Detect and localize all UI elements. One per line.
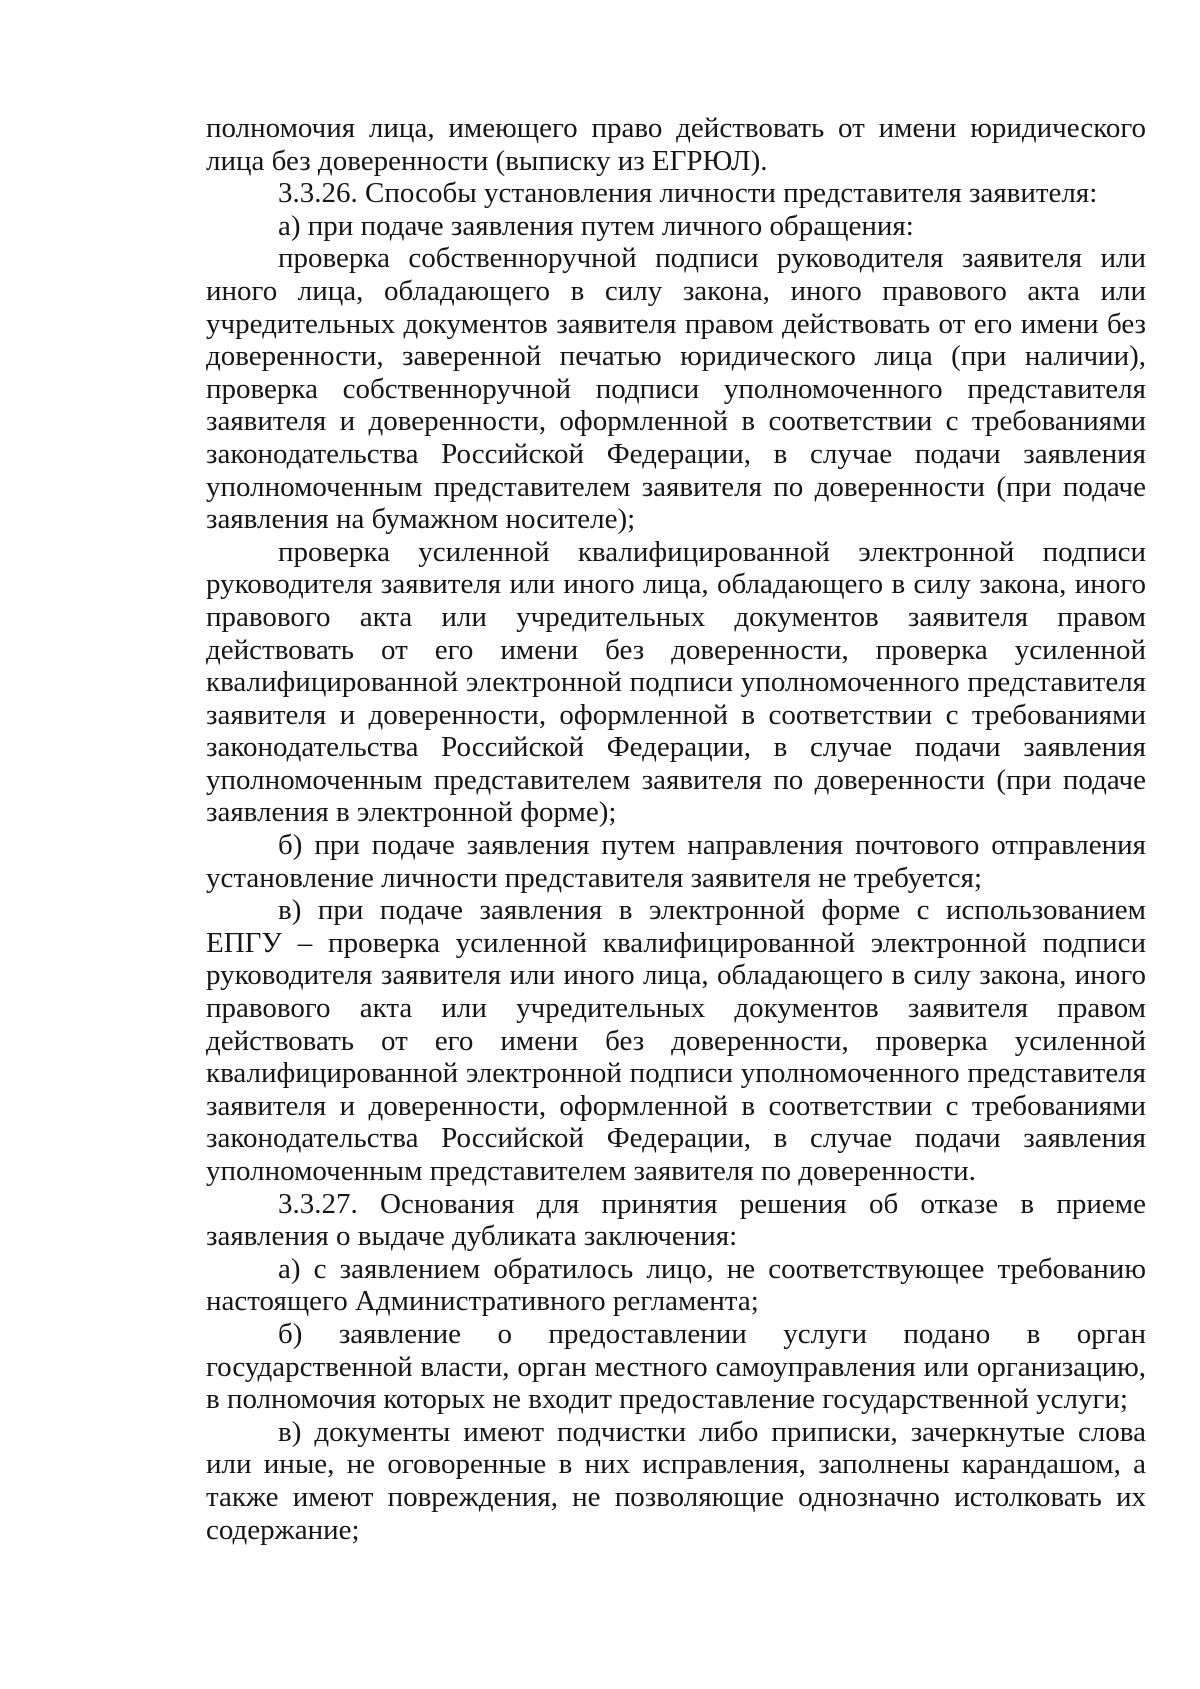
paragraph-item-a: а) при подаче заявления путем личного обращения: <box>278 209 914 242</box>
paragraph-electronic-signature-check: проверка усиленной квалифицированной электронной подписи руководителя заявителя или иного лица, обладающего в силу закона, иного правового акта или учредительных документов заявителя правом действовать от его имени без доверенности, проверка усиленной квалифицированной электронной подписи уполномоченного представителя заявителя и доверенности, оформленной в соответствии с требованиями законодательства Российской Федерации, в случае подачи заявления уполномоченным представителем заявителя по доверенности (при подаче заявления в электронной форме); <box>206 535 1146 829</box>
paragraph-item-b: б) при подаче заявления путем направления почтового отправления установление личности представителя заявителя не требуется; <box>206 829 1146 894</box>
paragraph-handwritten-signature-check: проверка собственноручной подписи руководителя заявителя или иного лица, обладающего в силу закона, иного правового акта или учредительных документов заявителя правом действовать от его имени без доверенности, заверенной печатью юридического лица (при наличии), проверка собственноручной подписи уполномоченного представителя заявителя и доверенности, оформленной в соответствии с требованиями законодательства Российской Федерации, в случае подачи заявления уполномоченным представителем заявителя по доверенности (при подаче заявления на бумажном носителе); <box>206 242 1146 536</box>
paragraph-item-v: в) при подаче заявления в электронной форме с использованием ЕПГУ – проверка усиленной квалифицированной электронной подписи руководителя заявителя или иного лица, обладающего в силу закона, иного правового акта или учредительных документов заявителя правом действовать от его имени без доверенности, проверка усиленной квалифицированной электронной подписи уполномоченного представителя заявителя и доверенности, оформленной в соответствии с требованиями законодательства Российской Федерации, в случае подачи заявления уполномоченным представителем заявителя по доверенности. <box>206 894 1146 1187</box>
paragraph-refusal-item-b: б) заявление о предоставлении услуги подано в орган государственной власти, орган местного самоуправления или организацию, в полномочия которых не входит предоставление государственной услуги; <box>206 1317 1146 1416</box>
paragraph-refusal-item-a: а) с заявлением обратилось лицо, не соответствующее требованию настоящего Административного регламента; <box>206 1252 1146 1318</box>
paragraph-refusal-item-v: в) документы имеют подчистки либо приписки, зачеркнутые слова или иные, не оговоренные в них исправления, заполнены карандашом, а также имеют повреждения, не позволяющие однозначно истолковать их содержание; <box>206 1415 1146 1546</box>
paragraph-3-3-26-heading: 3.3.26. Способы установления личности представителя заявителя: <box>278 177 1098 210</box>
paragraph-continuation-egrul: полномочия лица, имеющего право действовать от имени юридического лица без доверенности (выписку из ЕГРЮЛ). <box>206 112 1146 177</box>
paragraph-3-3-27-heading: 3.3.27. Основания для принятия решения об отказе в приеме заявления о выдаче дубликата заключения: <box>206 1187 1146 1253</box>
document-page <box>206 112 1146 1546</box>
